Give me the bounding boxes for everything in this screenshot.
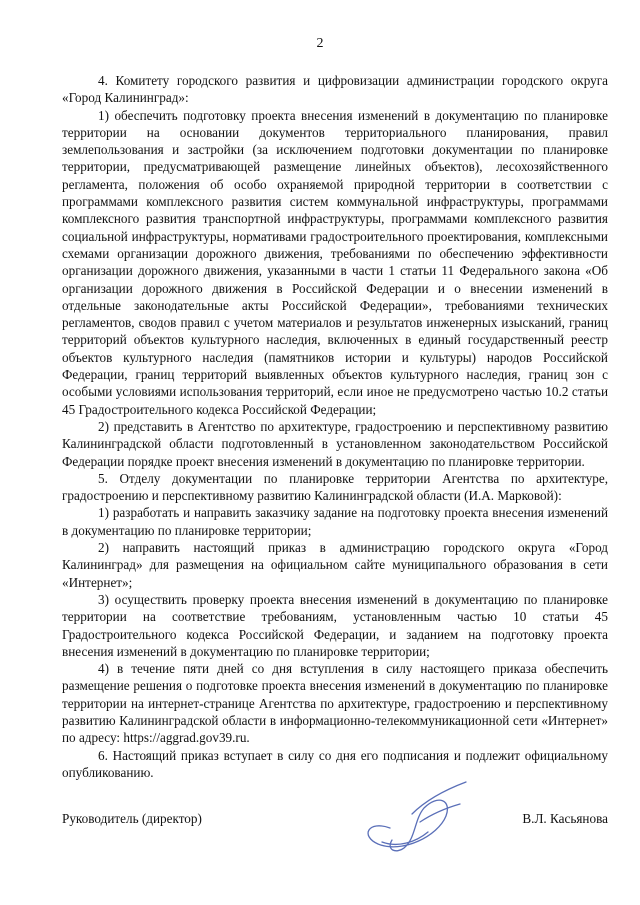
paragraph-subitem-5-2: 2) направить настоящий приказ в администрацию городского округа «Город Калининград» для размещения на официальном сайте муниципального образования в сети «Интернет»; (62, 540, 608, 590)
paragraph-subitem-5-1: 1) разработать и направить заказчику задание на подготовку проекта внесения изменений в документацию по планировке территории; (62, 505, 608, 538)
signatory-name: В.Л. Касьянова (522, 811, 608, 826)
paragraph-subitem-4-2: 2) представить в Агентство по архитектуре, градостроению и перспективному развитию Калининградской области подготовленный в установленном законодательством Российской Федерации порядке проект внесения изменений в документацию по планировке территории. (62, 418, 608, 469)
paragraph-item-4: 4. Комитету городского развития и цифровизации администрации городского округа «Город Калининград»: (62, 73, 608, 106)
paragraph-subitem-5-3: 3) осуществить проверку проекта внесения изменений в документацию по планировке территории на соответствие требованиям, установленным частью 10 статьи 45 Градостроительного кодекса Российской Федерации, и заданием на подготовку проекта внесения изменений в документацию по планировке территории; (62, 591, 608, 659)
position-title: Руководитель (директор) (62, 811, 202, 826)
paragraph-item-6: 6. Настоящий приказ вступает в силу со дня его подписания и подлежит официальному опубликованию. (62, 747, 608, 780)
paragraph-subitem-5-4: 4) в течение пяти дней со дня вступления в силу настоящего приказа обеспечить размещение решения о подготовке проекта внесения изменений в документацию по планировке территории на интернет-странице Агентства по архитектуре, градостроению и перспективному развитию Калининградской области в информационно-телекоммуникационной сети «Интернет» по адресу: https://aggrad.gov39.ru. (62, 661, 608, 746)
document-body (62, 72, 608, 781)
paragraph-item-5: 5. Отделу документации по планировке территории Агентства по архитектуре, градостроению и перспективному развитию Калининградской области (И.А. Марковой): (62, 470, 608, 504)
page-number: 2 (316, 36, 324, 51)
handwritten-signature (320, 778, 470, 858)
paragraph-subitem-4-1: 1) обеспечить подготовку проекта внесения изменений в документацию по планировке территории на основании документов территориального планирования, правил землепользования и застройки (за исключением подготовки документации по планировке территории, предусматривающей размещение линейных объектов), лесохозяйственного регламента, положения об особо охраняемой природной территории в соответствии с программами комплексного развития систем коммунальной инфраструктуры, программами комплексного развития транспортной инфраструктуры, программами комплексного развития социальной инфраструктуры, нормативами градостроительного проектирования, комплексными схемами организации дорожного движения, требованиями по обеспечению эффективности организации дорожного движения, указанными в части 1 статьи 11 Федерального закона «Об организации дорожного движения в Российской Федерации и о внесении изменений в отдельные законодательные акты Российской Федерации», требованиями технических регламентов, сводов правил с учетом материалов и результатов инженерных изысканий, границ территорий объектов культурного наследия, включенных в единый государственный реестр объектов культурного наследия (памятников истории и культуры) народов Российской Федерации, границ территорий выявленных объектов культурного наследия, границ зон с особыми условиями использования территорий, если иное не предусмотрено частью 10.2 статьи 45 Градостроительного кодекса Российской Федерации; (62, 107, 608, 417)
signature-block (62, 778, 608, 858)
